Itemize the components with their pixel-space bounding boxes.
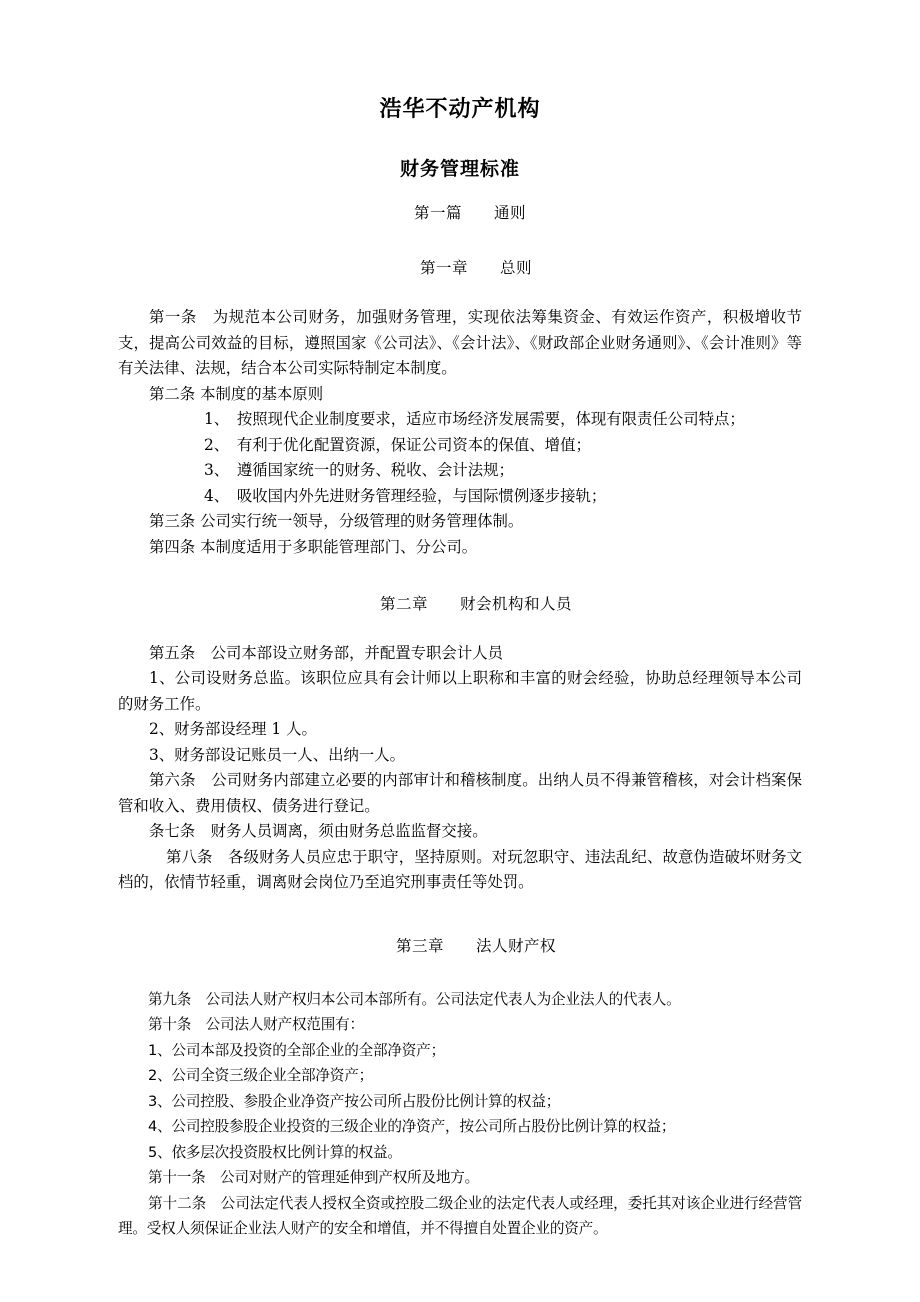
article-5-paragraph: 第五条 公司本部设立财务部，并配置专职会计人员 xyxy=(149,643,503,662)
article-10-item-2: 2、公司全资三级企业全部净资产； xyxy=(148,1067,373,1085)
article-7-paragraph: 条七条 财务人员调离，须由财务总监监督交接。 xyxy=(149,822,488,841)
article-10-paragraph: 第十条 公司法人财产权范围有： xyxy=(148,1016,364,1034)
article-10-item-1: 1、公司本部及投资的全部企业的全部净资产； xyxy=(148,1041,445,1059)
chapter-2-body xyxy=(118,641,802,896)
article-9-paragraph: 第九条 公司法人财产权归本公司本部所有。公司法定代表人为企业法人的代表人。 xyxy=(148,990,681,1008)
chapter-heading-3: 第三章 法人财产权 xyxy=(395,936,556,955)
top-spacer xyxy=(118,0,802,96)
article-5-item-3: 3、财务部设记账员一人、出纳一人。 xyxy=(149,745,406,764)
article-1-paragraph: 第一条 为规范本公司财务，加强财务管理，实现依法筹集资金、有效运作资产，积极增收节支，提高公司效益的目标，遵照国家《公司法》、《会计法》、《财政部企业财务通则》、《会计准则》等有关法律、法规，结合本公司实际特制定本制度。 xyxy=(118,308,802,378)
chapter-heading-1: 第一章 总则 xyxy=(419,259,532,278)
part-heading: 第一篇 通则 xyxy=(413,204,526,223)
article-5-item-1: 1、公司设财务总监。该职位应具有会计师以上职称和丰富的财会经验，协助总经理领导本公司的财务工作。 xyxy=(118,669,802,713)
principle-item-2: 2、 有利于优化配置资源，保证公司资本的保值、增值； xyxy=(204,435,591,454)
title-gap xyxy=(118,122,802,158)
document-title: 浩华不动产机构 xyxy=(379,96,541,122)
article-6-paragraph: 第六条 公司财务内部建立必要的内部审计和稽核制度。出纳人员不得兼管稽核，对会计档案保管和收入、费用债权、债务进行登记。 xyxy=(118,771,802,815)
chapter-3-body xyxy=(118,987,802,1242)
chapter1-heading-gap xyxy=(118,279,802,305)
article-5-item-2: 2、财务部设经理 1 人。 xyxy=(149,720,317,739)
chapter2-heading-gap xyxy=(118,615,802,641)
article-8-paragraph: 第八条 各级财务人员应忠于职守，坚持原则。对玩忽职守、违法乱纪、故意伪造破坏财务文档的，依情节轻重，调离财会岗位乃至追究刑事责任等处罚。 xyxy=(118,847,802,892)
article-11-paragraph: 第十一条 公司对财产的管理延伸到产权所及地方。 xyxy=(148,1169,480,1187)
article-2-paragraph: 第二条 本制度的基本原则 xyxy=(149,384,324,403)
principle-item-3: 3、 遵循国家统一的财务、税收、会计法规； xyxy=(204,461,514,480)
chapter1-chapter2-gap xyxy=(118,560,802,594)
article-3-paragraph: 第三条 公司实行统一领导，分级管理的财务管理体制。 xyxy=(149,512,524,531)
principle-item-4: 4、 吸收国内外先进财务管理经验，与国际惯例逐步接轨； xyxy=(204,486,607,505)
article-4-paragraph: 第四条 本制度适用于多职能管理部门、分公司。 xyxy=(149,537,478,556)
principle-item-1: 1、 按照现代企业制度要求，适应市场经济发展需要，体现有限责任公司特点； xyxy=(204,410,745,429)
article-12-paragraph: 第十二条 公司法定代表人授权全资或控股二级企业的法定代表人或经理，委托其对该企业进行经营管理。受权人须保证企业法人财产的安全和增值，并不得擅自处置企业的资产。 xyxy=(118,1194,802,1238)
article-10-item-5: 5、依多层次投资股权比例计算的权益。 xyxy=(148,1143,402,1161)
chapter-heading-2: 第二章 财会机构和人员 xyxy=(379,595,572,614)
chapter2-chapter3-gap xyxy=(118,896,802,936)
document-subtitle: 财务管理标准 xyxy=(399,158,520,181)
subtitle-gap xyxy=(118,181,802,203)
part-chapter-gap xyxy=(118,224,802,258)
chapter3-heading-gap xyxy=(118,957,802,987)
article-10-item-4: 4、公司控股参股企业投资的三级企业的净资产，按公司所占股份比例计算的权益； xyxy=(148,1118,676,1136)
article-10-item-3: 3、公司控股、参股企业净资产按公司所占股份比例计算的权益； xyxy=(148,1092,561,1110)
